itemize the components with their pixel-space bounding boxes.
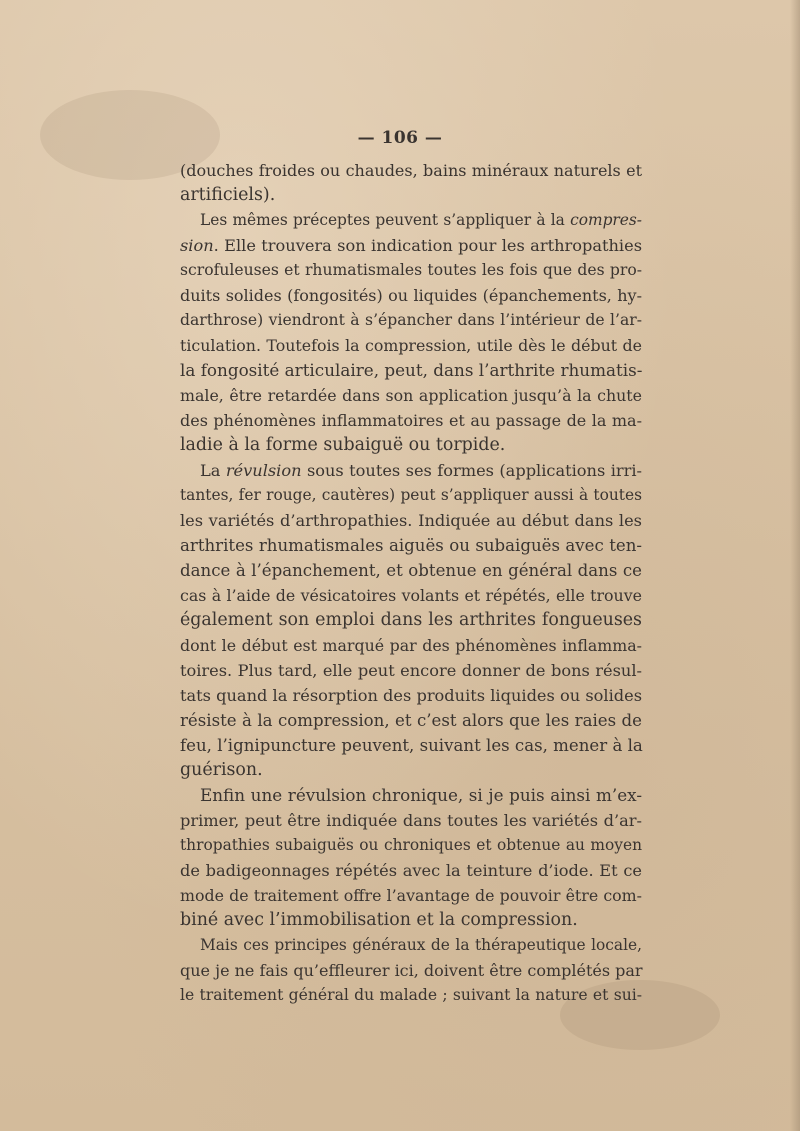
text-line: la fongosité articulaire, peut, dans l’arthrite rhumatis- xyxy=(180,360,643,380)
text-line: également son emploi dans les arthrites fongueuses xyxy=(180,610,642,630)
text-line: scrofuleuses et rhumatismales toutes les fois que des pro- xyxy=(180,261,642,279)
text-line: des phénomènes inflammatoires et au passage de la ma- xyxy=(180,411,642,430)
page-edge-shadow xyxy=(790,0,800,1131)
text-line: mode de traitement offre l’avantage de pouvoir être com- xyxy=(180,886,642,905)
text-line: artificiels). xyxy=(180,185,276,205)
text-line: cas à l’aide de vésicatoires volants et répétés, elle trouve xyxy=(180,586,642,605)
text-line: thropathies subaiguës ou chroniques et obtenue au moyen xyxy=(180,836,642,854)
text-line: de badigeonnages répétés avec la teinture d’iode. Et ce xyxy=(180,861,642,880)
text-line: Les mêmes préceptes peuvent s’appliquer à la compres- xyxy=(200,211,642,229)
text-line: (douches froides ou chaudes, bains minéraux naturels et xyxy=(180,161,642,180)
text-line: ticulation. Toutefois la compression, utile dès le début de xyxy=(180,336,642,355)
text-line: Enfin une révulsion chronique, si je puis ainsi m’ex- xyxy=(200,785,642,805)
text-line: La révulsion sous toutes ses formes (applications irri- xyxy=(200,461,642,480)
text-line: feu, l’ignipuncture peuvent, suivant les cas, mener à la xyxy=(180,736,643,755)
text-line: sion. Elle trouvera son indication pour les arthropathies xyxy=(180,236,642,255)
text-line: dance à l’épanchement, et obtenue en général dans ce xyxy=(180,561,642,580)
emphasis-text: révulsion xyxy=(225,461,302,480)
text-line: que je ne fais qu’effleurer ici, doivent être complétés par xyxy=(180,961,643,980)
emphasis-text: sion xyxy=(180,236,214,255)
text-line: biné avec l’immobilisation et la compression. xyxy=(180,910,578,930)
text-line: les variétés d’arthropathies. Indiquée au début dans les xyxy=(180,511,642,530)
page-number: — 106 — xyxy=(357,128,443,148)
text-line: tantes, fer rouge, cautères) peut s’appliquer aussi à toutes xyxy=(180,486,642,504)
text-line: toires. Plus tard, elle peut encore donner de bons résul- xyxy=(180,661,642,680)
emphasis-text: compres- xyxy=(570,211,642,229)
text-line: dont le début est marqué par des phénomènes inflamma- xyxy=(180,636,642,655)
text-line: tats quand la résorption des produits liquides ou solides xyxy=(180,686,642,705)
text-line: male, être retardée dans son application jusqu’à la chute xyxy=(180,386,642,405)
body-text xyxy=(180,158,642,1008)
text-line: le traitement général du malade ; suivant la nature et sui- xyxy=(180,986,642,1004)
text-line: darthrose) viendront à s’épancher dans l’intérieur de l’ar- xyxy=(180,311,642,329)
text-line: guérison. xyxy=(180,760,263,780)
text-line: primer, peut être indiquée dans toutes les variétés d’ar- xyxy=(180,811,642,830)
text-line: duits solides (fongosités) ou liquides (épanchements, hy- xyxy=(180,286,642,305)
text-line: ladie à la forme subaiguë ou torpide. xyxy=(180,435,506,455)
text-line: arthrites rhumatismales aiguës ou subaiguës avec ten- xyxy=(180,536,642,555)
text-line: Mais ces principes généraux de la thérapeutique locale, xyxy=(200,936,642,954)
text-line: résiste à la compression, et c’est alors que les raies de xyxy=(180,711,642,730)
